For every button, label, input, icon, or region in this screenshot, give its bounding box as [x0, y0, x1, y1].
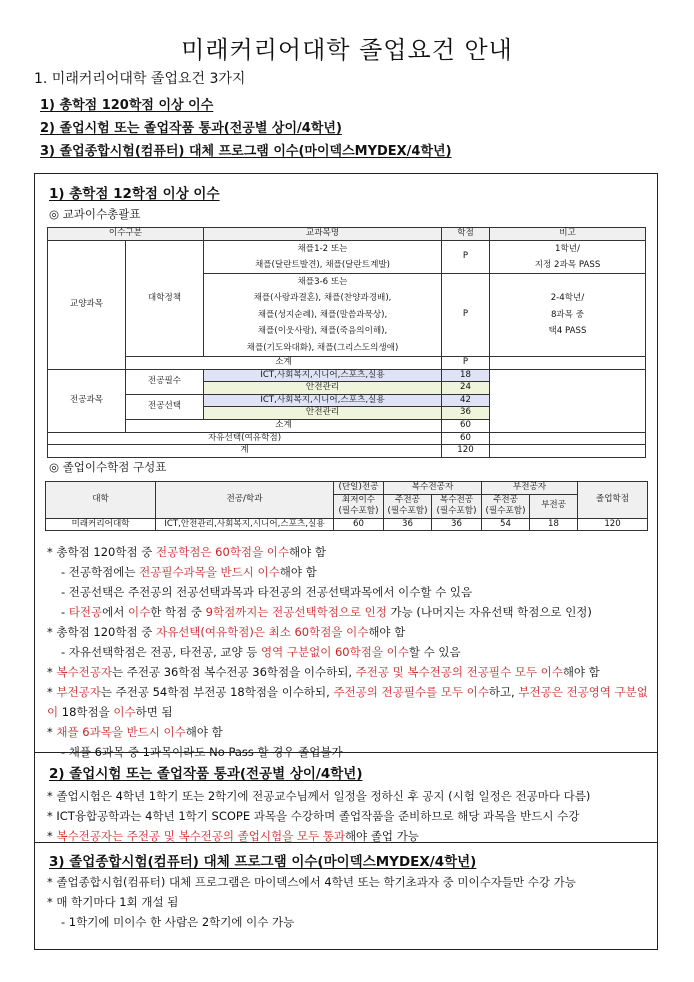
credit-cell: 36: [442, 407, 490, 420]
note-line: * 졸업시험은 4학년 1학기 또는 2학기에 전공교수님께서 일정을 정하신 후 공지 (시험 일정은 전공마다 다름): [47, 789, 591, 803]
note-line: 2-4학년/: [550, 293, 585, 304]
credit-cell: P: [442, 357, 490, 370]
table-row: [48, 432, 646, 445]
section1-heading: 1) 총학점 12학점 이상 이수: [49, 186, 220, 202]
col-header: (단일)전공: [334, 482, 384, 495]
col-header: 졸업학점: [578, 482, 648, 519]
table-row: [48, 240, 646, 273]
requirement-3: 3) 졸업종합시험(컴퓨터) 대체 프로그램 이수(마이덱스MYDEX/4학년): [40, 144, 452, 159]
safety-dept: 안전관리: [204, 382, 442, 395]
course-line: 채플3-6 또는: [297, 276, 348, 287]
note-line: - 타전공에서 이수한 학점 중 9학점까지는 전공선택학점으로 인정 가능 (나머지는 자유선택 학점으로 인정): [61, 605, 592, 619]
note-line: * 채플 6과목을 반드시 이수해야 함: [47, 725, 223, 739]
credit-cell: 60: [442, 420, 490, 433]
table-row: [48, 369, 646, 382]
major-required: 전공필수: [126, 369, 204, 394]
table-cell: 36: [432, 518, 482, 531]
note-line: - 전공학점에는 전공필수과목을 반드시 이수해야 함: [61, 565, 317, 579]
col-header: 교과목명: [204, 228, 442, 241]
credit-cell: P: [442, 240, 490, 273]
table-row: [48, 445, 646, 458]
credit-cell: 60: [442, 432, 490, 445]
col-header: 학점: [442, 228, 490, 241]
note-line: - 자유선택학점은 전공, 타전공, 교양 등 영역 구분없이 60학점을 이수할 수 있음: [61, 645, 461, 659]
graduation-credit-table: [45, 481, 648, 531]
major-category: 전공과목: [48, 369, 126, 432]
note-line: * 부전공자는 주전공 54학점 부전공 18학점을 이수하되, 주전공의 전공필수를 모두 이수하고, 부전공은 전공영역 구분없이 18학점을 이수하면 됨: [47, 685, 648, 719]
table-row: [46, 518, 648, 531]
liberal-subcategory: 대학정책: [126, 240, 204, 357]
credit-cell: 120: [442, 445, 490, 458]
table2-caption: ◎ 졸업이수학점 구성표: [49, 460, 167, 474]
col-header: (필수포함): [387, 506, 428, 517]
section-divider: [35, 842, 657, 843]
note-line: * 매 학기마다 1회 개설 됨: [47, 895, 179, 909]
note-line: * 총학점 120학점 중 전공학점은 60학점을 이수해야 함: [47, 545, 327, 559]
note-line: * 졸업종합시험(컴퓨터) 대체 프로그램은 마이덱스에서 4학년 또는 학기초과자 중 미이수자들만 수강 가능: [47, 875, 576, 889]
course-line: 채플(기도와대화), 채플(그리스도의생애): [246, 342, 399, 353]
major-depts: ICT,사회복지,시니어,스포츠,실용: [204, 369, 442, 382]
details-box: [34, 173, 658, 950]
subtotal-label: 소계: [126, 420, 442, 433]
col-header: (필수포함): [338, 506, 379, 517]
liberal-category: 교양과목: [48, 240, 126, 369]
col-header: (필수포함): [485, 506, 526, 517]
intro-heading: 1. 미래커리어대학 졸업요건 3가지: [34, 71, 246, 87]
free-elective-label: 자유선택(여유학점): [48, 432, 442, 445]
col-header: (필수포함): [436, 506, 477, 517]
col-header: 이수구분: [48, 228, 204, 241]
total-label: 계: [48, 445, 442, 458]
col-header: 부전공자: [482, 482, 578, 495]
course-line: 채플1-2 또는: [297, 243, 348, 254]
note-line: * 총학점 120학점 중 자유선택(여유학점)은 최소 60학점을 이수해야 함: [47, 625, 406, 639]
section2-heading: 2) 졸업시험 또는 졸업작품 통과(전공별 상이/4학년): [49, 766, 363, 782]
credit-cell: P: [442, 273, 490, 357]
note-line: - 전공선택은 주전공의 전공선택과목과 타전공의 전공선택과목에서 이수할 수 있음: [61, 585, 473, 599]
table-cell: 54: [482, 518, 530, 531]
section3-notes: [47, 872, 649, 932]
section-divider: [35, 752, 657, 753]
col-header: 비고: [490, 228, 646, 241]
course-line: 채플(사랑과결혼), 채플(찬양과경배),: [253, 293, 392, 304]
table-cell: 60: [334, 518, 384, 531]
safety-dept: 안전관리: [204, 407, 442, 420]
section1-notes: [47, 542, 649, 762]
requirement-1: 1) 총학점 120학점 이상 이수: [40, 98, 214, 113]
col-header: 주전공: [493, 494, 518, 505]
note-line: * 복수전공자는 주전공 36학점 복수전공 36학점을 이수하되, 주전공 및 복수전공의 전공필수 모두 이수해야 함: [47, 665, 600, 679]
col-header: 대학: [46, 482, 156, 519]
major-elective: 전공선택: [126, 394, 204, 419]
requirement-2: 2) 졸업시험 또는 졸업작품 통과(전공별 상이/4학년): [40, 121, 342, 136]
note-line: * ICT융합공학과는 4학년 1학기 SCOPE 과목을 수강하며 졸업작품을 준비하므로 해당 과목을 반드시 수강: [47, 809, 580, 823]
col-header: 최저이수: [341, 494, 376, 505]
course-line: 채플(이웃사랑), 채플(죽음의이해),: [257, 326, 388, 337]
table-header-row: [46, 482, 648, 495]
note-line: 택4 PASS: [548, 326, 587, 337]
table-cell: 18: [530, 518, 578, 531]
course-line: 채플(달란트발견), 채플(달란트계발): [254, 259, 391, 270]
subtotal-label: 소계: [126, 357, 442, 370]
course-summary-table: [47, 227, 646, 458]
col-header: 부전공: [530, 494, 578, 518]
col-header: 주전공: [395, 494, 420, 505]
course-line: 채플(성지순례), 채플(말씀과묵상),: [257, 309, 388, 320]
credit-cell: 24: [442, 382, 490, 395]
table-cell: 미래커리어대학: [46, 518, 156, 531]
note-line: * 복수전공자는 주전공 및 복수전공의 졸업시험을 모두 통과해야 졸업 가능: [47, 829, 419, 843]
note-line: 1학년/: [555, 243, 580, 254]
section2-notes: [47, 786, 649, 846]
table1-caption: ◎ 교과이수총괄표: [49, 207, 141, 221]
major-depts: ICT,사회복지,시니어,스포츠,실용: [204, 394, 442, 407]
page-title: 미래커리어대학 졸업요건 안내: [181, 36, 513, 64]
section3-heading: 3) 졸업종합시험(컴퓨터) 대체 프로그램 이수(마이덱스MYDEX/4학년): [49, 854, 477, 870]
note-line: - 1학기에 미이수 한 사람은 2학기에 이수 가능: [61, 915, 295, 929]
credit-cell: 42: [442, 394, 490, 407]
table-row: [48, 357, 646, 370]
credit-cell: 18: [442, 369, 490, 382]
col-header: 복수전공: [439, 494, 474, 505]
note-line: 지정 2과목 PASS: [534, 259, 601, 270]
table-cell: 36: [384, 518, 432, 531]
note-line: - 채플 6과목 중 1과목이라도 No Pass 할 경우 졸업불가: [61, 745, 343, 759]
table-cell: ICT,안전관리,사회복지,시니어,스포츠,실용: [156, 518, 334, 531]
note-line: 8과목 중: [550, 309, 585, 320]
table-header-row: [48, 228, 646, 241]
table-cell: 120: [578, 518, 648, 531]
col-header: 복수전공자: [384, 482, 482, 495]
col-header: 전공/학과: [156, 482, 334, 519]
